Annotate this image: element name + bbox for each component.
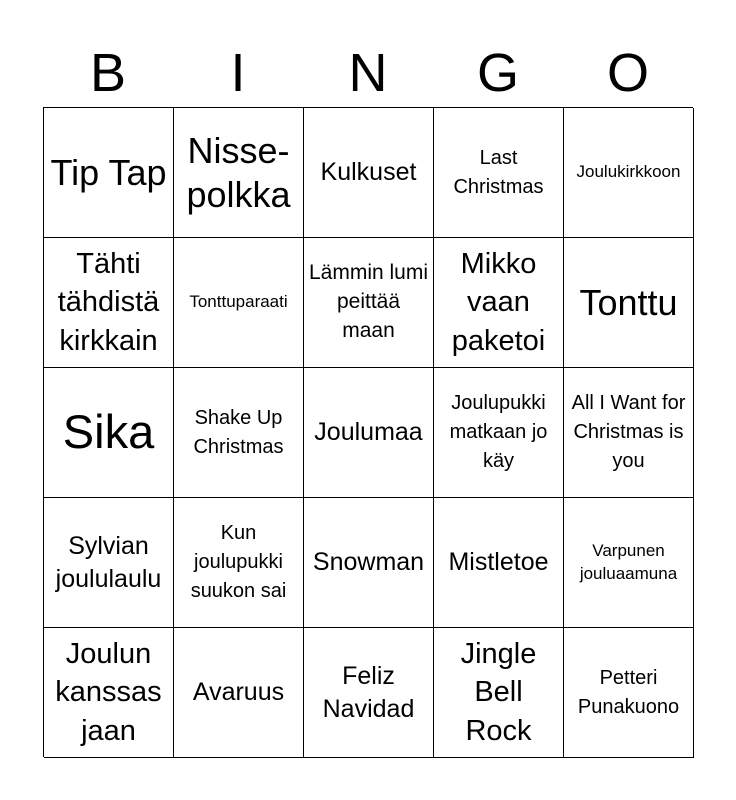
header-letter-b: B (89, 43, 127, 103)
bingo-cell[interactable]: Sika (44, 368, 174, 498)
bingo-header (43, 38, 693, 108)
bingo-cell[interactable]: Lämmin lumi peittää maan (304, 238, 434, 368)
bingo-cell[interactable]: Mikko vaan paketoi (434, 238, 564, 368)
bingo-cell[interactable]: Snowman (304, 498, 434, 628)
bingo-cell[interactable]: Tip Tap (44, 108, 174, 238)
bingo-cell[interactable]: Shake Up Christmas (174, 368, 304, 498)
bingo-cell[interactable]: Joulupukki matkaan jo käy (434, 368, 564, 498)
header-letter-n: N (348, 43, 388, 103)
bingo-cell[interactable]: Joulukirkkoon (564, 108, 694, 238)
bingo-cell[interactable]: Varpunen jouluaamuna (564, 498, 694, 628)
bingo-cell[interactable]: Last Christmas (434, 108, 564, 238)
bingo-cell[interactable]: Kulkuset (304, 108, 434, 238)
bingo-cell[interactable]: Joulumaa (304, 368, 434, 498)
bingo-cell[interactable]: Avaruus (174, 628, 304, 758)
header-letter-o: O (606, 43, 649, 103)
bingo-cell[interactable]: Tonttu (564, 238, 694, 368)
bingo-cell[interactable]: Tähti tähdistä kirkkain (44, 238, 174, 368)
bingo-cell[interactable]: Nisse-polkka (174, 108, 304, 238)
bingo-cell[interactable]: Mistletoe (434, 498, 564, 628)
bingo-cell[interactable]: Joulun kanssas jaan (44, 628, 174, 758)
bingo-cell[interactable]: Feliz Navidad (304, 628, 434, 758)
bingo-cell[interactable]: Jingle Bell Rock (434, 628, 564, 758)
bingo-cell[interactable]: Petteri Punakuono (564, 628, 694, 758)
bingo-cell[interactable]: Sylvian joululaulu (44, 498, 174, 628)
bingo-cell[interactable]: Tonttuparaati (174, 238, 304, 368)
bingo-cell[interactable]: Kun joulupukki suukon sai (174, 498, 304, 628)
bingo-cell[interactable]: All I Want for Christmas is you (564, 368, 694, 498)
header-letter-i: I (230, 43, 246, 103)
bingo-grid (43, 107, 693, 757)
header-letter-g: G (476, 43, 519, 103)
